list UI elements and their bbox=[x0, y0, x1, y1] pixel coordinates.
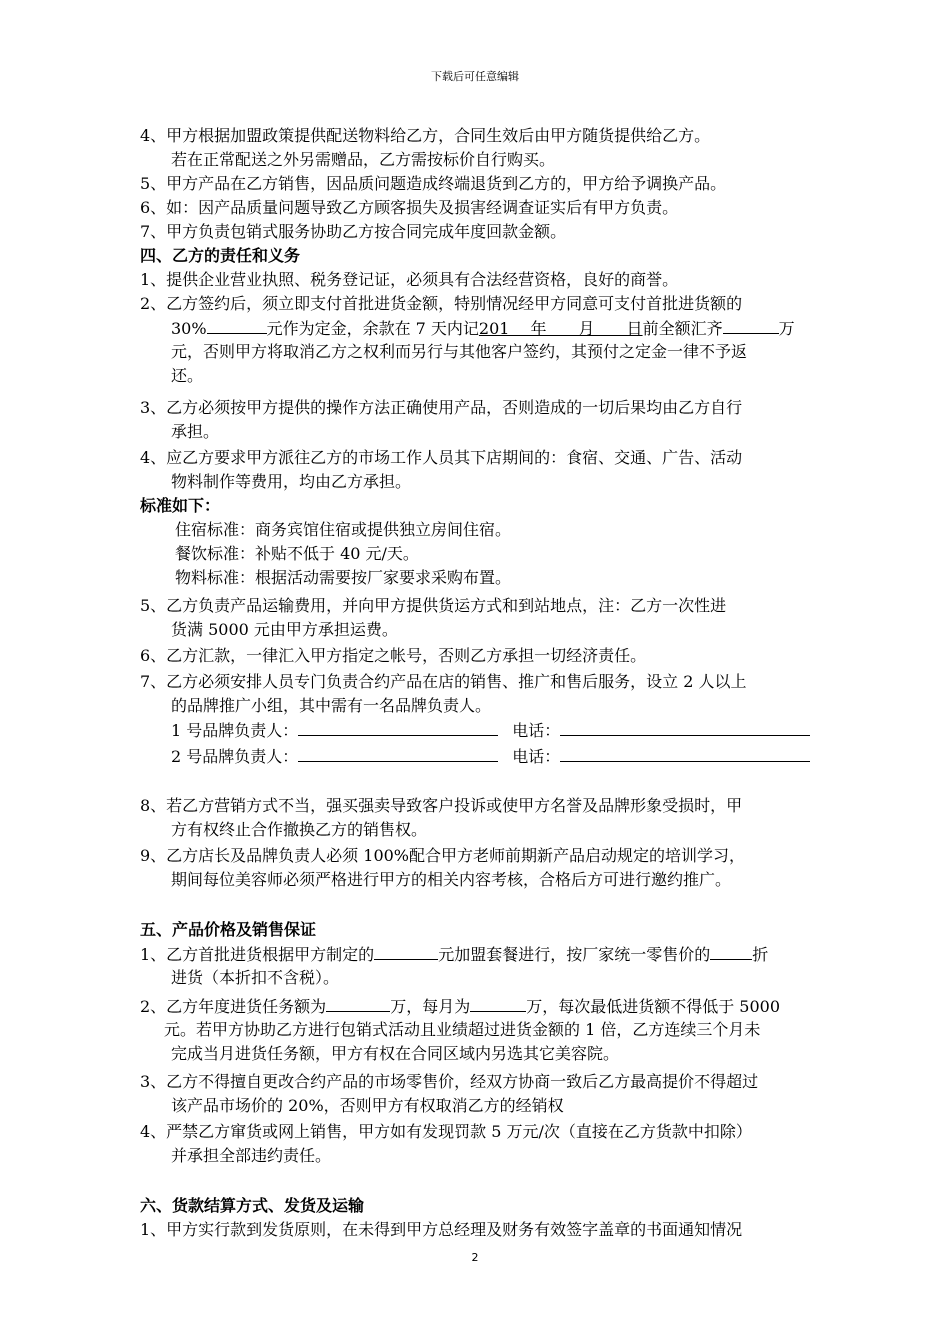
clause-c4: 4、严禁乙方窜货或网上销售，甲方如有发现罚款 5 万元/次（直接在乙方货款中扣除） bbox=[140, 1122, 752, 1141]
phone-1-blank bbox=[560, 719, 810, 736]
standards-heading: 标准如下： bbox=[140, 496, 221, 515]
package-blank bbox=[374, 943, 438, 960]
phone-2-label: 电话： bbox=[512, 747, 561, 766]
standard-materials: 物料标准：根据活动需要按厂家要求采购布置。 bbox=[175, 568, 512, 587]
clause-b4-cont: 物料制作等费用，均由乙方承担。 bbox=[171, 472, 412, 491]
clause-c2 bbox=[140, 995, 780, 1018]
section-heading-6: 六、货款结算方式、发货及运输 bbox=[140, 1196, 365, 1215]
c1-text-3: 折 bbox=[752, 945, 769, 964]
standard-meals: 餐饮标准：补贴不低于 40 元/天。 bbox=[175, 544, 419, 563]
clause-d1: 1、甲方实行款到发货原则，在未得到甲方总经理及财务有效签字盖章的书面通知情况 bbox=[140, 1220, 743, 1239]
clause-b5-cont: 货满 5000 元由甲方承担运费。 bbox=[171, 620, 398, 639]
c2-text-1: 2、乙方年度进货任务额为 bbox=[140, 997, 327, 1016]
clause-b9: 9、乙方店长及品牌负责人必须 100%配合甲方老师前期新产品启动规定的培训学习， bbox=[140, 846, 746, 865]
b2-text-2: 元作为定金，余款在 7 天内记 bbox=[266, 319, 479, 338]
clause-b2: 2、乙方签约后，须立即支付首批进货金额，特别情况经甲方同意可支付首批进货额的 bbox=[140, 294, 743, 313]
clause-b1: 1、提供企业营业执照、税务登记证，必须具有合法经营资格，良好的商誉。 bbox=[140, 270, 679, 289]
clause-a5: 5、甲方产品在乙方销售，因品质问题造成终端退货到乙方的，甲方给予调换产品。 bbox=[140, 174, 727, 193]
clause-c4-cont: 并承担全部违约责任。 bbox=[171, 1146, 332, 1165]
section-heading-5: 五、产品价格及销售保证 bbox=[140, 920, 317, 939]
phone-1-label: 电话： bbox=[512, 721, 561, 740]
brand-manager-1-label: 1 号品牌负责人： bbox=[171, 721, 299, 740]
section-heading-4: 四、乙方的责任和义务 bbox=[140, 246, 301, 265]
clause-b9-cont: 期间每位美容师必须严格进行甲方的相关内容考核，合格后方可进行邀约推广。 bbox=[171, 870, 732, 889]
phone-2-blank bbox=[560, 745, 810, 762]
clause-b7: 7、乙方必须安排人员专门负责合约产品在店的销售、推广和售后服务，设立 2 人以上 bbox=[140, 672, 747, 691]
brand-manager-2-label: 2 号品牌负责人： bbox=[171, 747, 299, 766]
brand-manager-2-blank bbox=[298, 745, 498, 762]
deposit-blank bbox=[207, 317, 267, 334]
clause-c1-cont: 进货（本折扣不含税）。 bbox=[171, 968, 340, 987]
annual-target-blank bbox=[326, 995, 390, 1012]
clause-a4-cont: 若在正常配送之外另需赠品，乙方需按标价自行购买。 bbox=[171, 150, 556, 169]
clause-c3-cont: 该产品市场价的 20%，否则甲方有权取消乙方的经销权 bbox=[171, 1096, 564, 1115]
c2-text-3: 万，每次最低进货额不得低于 5000 bbox=[526, 997, 781, 1016]
page-number: 2 bbox=[471, 1251, 479, 1264]
b2-text-4: 前全额汇齐 bbox=[642, 319, 723, 338]
balance-blank bbox=[723, 317, 779, 334]
clause-b5: 5、乙方负责产品运输费用，并向甲方提供货运方式和到站地点，注：乙方一次性进 bbox=[140, 596, 727, 615]
c2-text-2: 万，每月为 bbox=[390, 997, 471, 1016]
clause-b3-cont: 承担。 bbox=[171, 422, 220, 441]
clause-c3: 3、乙方不得擅自更改合约产品的市场零售价，经双方协商一致后乙方最高提价不得超过 bbox=[140, 1072, 759, 1091]
clause-b8-cont: 方有权终止合作撤换乙方的销售权。 bbox=[171, 820, 428, 839]
clause-b6: 6、乙方汇款，一律汇入甲方指定之帐号，否则乙方承担一切经济责任。 bbox=[140, 646, 647, 665]
clause-b2-cont2: 元，否则甲方将取消乙方之权利而另行与其他客户签约，其预付之定金一律不予返 bbox=[171, 342, 748, 361]
c1-text-2: 元加盟套餐进行，按厂家统一零售价的 bbox=[438, 945, 711, 964]
clause-b8: 8、若乙方营销方式不当，强买强卖导致客户投诉或使甲方名誉及品牌形象受损时，甲 bbox=[140, 796, 743, 815]
page-header: 下载后可任意编辑 bbox=[431, 70, 519, 83]
standard-lodging: 住宿标准：商务宾馆住宿或提供独立房间住宿。 bbox=[175, 520, 512, 539]
brand-manager-2-row bbox=[171, 745, 810, 768]
brand-manager-1-row bbox=[171, 719, 810, 742]
clause-c1 bbox=[140, 943, 768, 966]
clause-a4: 4、甲方根据加盟政策提供配送物料给乙方，合同生效后由甲方随货提供给乙方。 bbox=[140, 126, 711, 145]
brand-manager-1-blank bbox=[298, 719, 498, 736]
discount-blank bbox=[710, 943, 752, 960]
clause-b4: 4、应乙方要求甲方派往乙方的市场工作人员其下店期间的：食宿、交通、广告、活动 bbox=[140, 448, 743, 467]
clause-b2-cont3: 还。 bbox=[171, 366, 204, 385]
b2-text-1: 30% bbox=[171, 319, 207, 338]
c1-text-1: 1、乙方首批进货根据甲方制定的 bbox=[140, 945, 375, 964]
monthly-target-blank bbox=[470, 995, 526, 1012]
clause-b7-cont: 的品牌推广小组，其中需有一名品牌负责人。 bbox=[171, 696, 492, 715]
date-field: 201 年 月 日 bbox=[478, 319, 643, 338]
clause-b3: 3、乙方必须按甲方提供的操作方法正确使用产品，否则造成的一切后果均由乙方自行 bbox=[140, 398, 743, 417]
clause-a7: 7、甲方负责包销式服务协助乙方按合同完成年度回款金额。 bbox=[140, 222, 567, 241]
clause-a6: 6、如：因产品质量问题导致乙方顾客损失及损害经调查证实后有甲方负责。 bbox=[140, 198, 679, 217]
clause-c2-cont: 元。若甲方协助乙方进行包销式活动且业绩超过进货金额的 1 倍，乙方连续三个月未 bbox=[164, 1020, 761, 1039]
clause-c2-cont2: 完成当月进货任务额，甲方有权在合同区域内另选其它美容院。 bbox=[171, 1044, 620, 1063]
clause-b2-cont bbox=[171, 317, 795, 340]
b2-text-5: 万 bbox=[778, 319, 795, 338]
